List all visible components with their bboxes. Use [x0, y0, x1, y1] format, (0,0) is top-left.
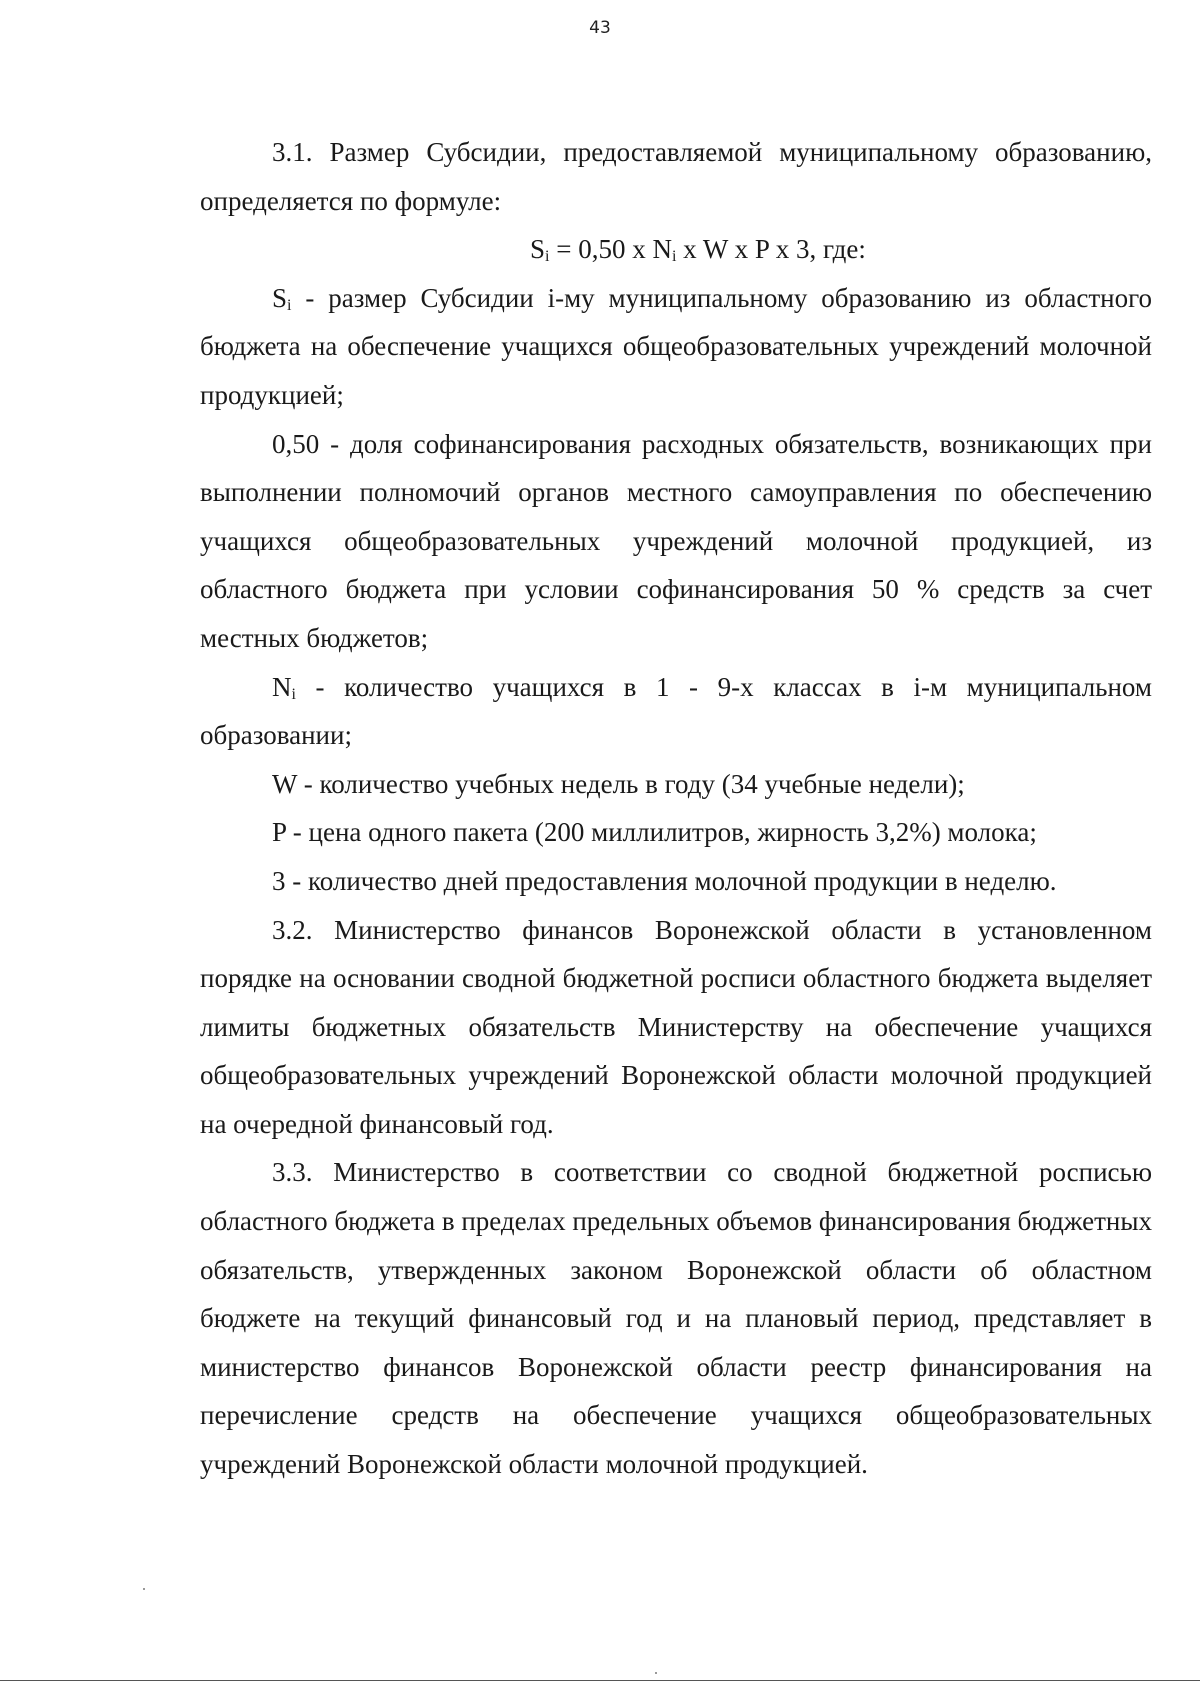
definition-050: 0,50 - доля софинансирования расходных обязательств, возникающих при выполнении полномочий органов местного самоуправления по обеспечению учащихся общеобразовательных учреждений молочной продукцией, из областного бюджета при условии софинансирования 50 % средств за счет местных бюджетов; — [200, 428, 1152, 653]
formula-s: S — [530, 234, 546, 265]
definition-si — [200, 274, 1152, 420]
definition-ni-sub: i — [291, 685, 296, 703]
definition-p: P - цена одного пакета (200 миллилитров, жирность 3,2%) молока; — [272, 817, 1037, 848]
scan-speck — [655, 1672, 657, 1674]
paragraph-3-2: 3.2. Министерство финансов Воронежской области в установленном порядке на основании сводной бюджетной росписи областного бюджета выделяет лимиты бюджетных обязательств Министерству на обеспечение учащихся общеобразовательных учреждений Воронежской области молочной продукцией на очередной финансовый год. — [200, 914, 1152, 1139]
definition-si-sub: i — [287, 296, 292, 314]
subsidy-formula — [200, 225, 1152, 274]
formula-sub-i: i — [545, 248, 550, 266]
definition-si-text: - размер Субсидии i-му муниципальному образованию из областного бюджета на обеспечение учащихся общеобразовательных учреждений молочной продукцией; — [200, 282, 1152, 410]
document-body — [200, 128, 1152, 1489]
definition-ni-text: - количество учащихся в 1 - 9-х классах в i-м муниципальном образовании; — [200, 671, 1152, 751]
paragraph-3-3: 3.3. Министерство в соответствии со сводной бюджетной росписью областного бюджета в пределах предельных объемов финансирования бюджетных обязательств, утвержденных законом Воронежской области об областном бюджете на текущий финансовый год и на плановый период, представляет в министерство финансов Воронежской области реестр финансирования на перечисление средств на обеспечение учащихся общеобразовательных учреждений Воронежской области молочной продукцией. — [200, 1157, 1153, 1480]
definition-w: W - количество учебных недель в году (34 учебные недели); — [272, 768, 965, 799]
paragraph-3-1: 3.1. Размер Субсидии, предоставляемой муниципальному образованию, определяется по формуле: — [200, 137, 1152, 216]
definition-ni-symbol: N — [272, 671, 292, 702]
scan-speck — [143, 1588, 145, 1590]
formula-mid: = 0,50 x N — [549, 234, 672, 265]
formula-tail: x W x P x 3, где: — [676, 234, 866, 265]
page-number: 43 — [589, 18, 611, 38]
definition-si-symbol: S — [272, 282, 288, 313]
formula-sub-i-2: i — [671, 248, 677, 266]
bottom-rule — [0, 1680, 1200, 1681]
definition-ni — [200, 663, 1152, 760]
definition-3: 3 - количество дней предоставления молочной продукции в неделю. — [272, 865, 1057, 896]
